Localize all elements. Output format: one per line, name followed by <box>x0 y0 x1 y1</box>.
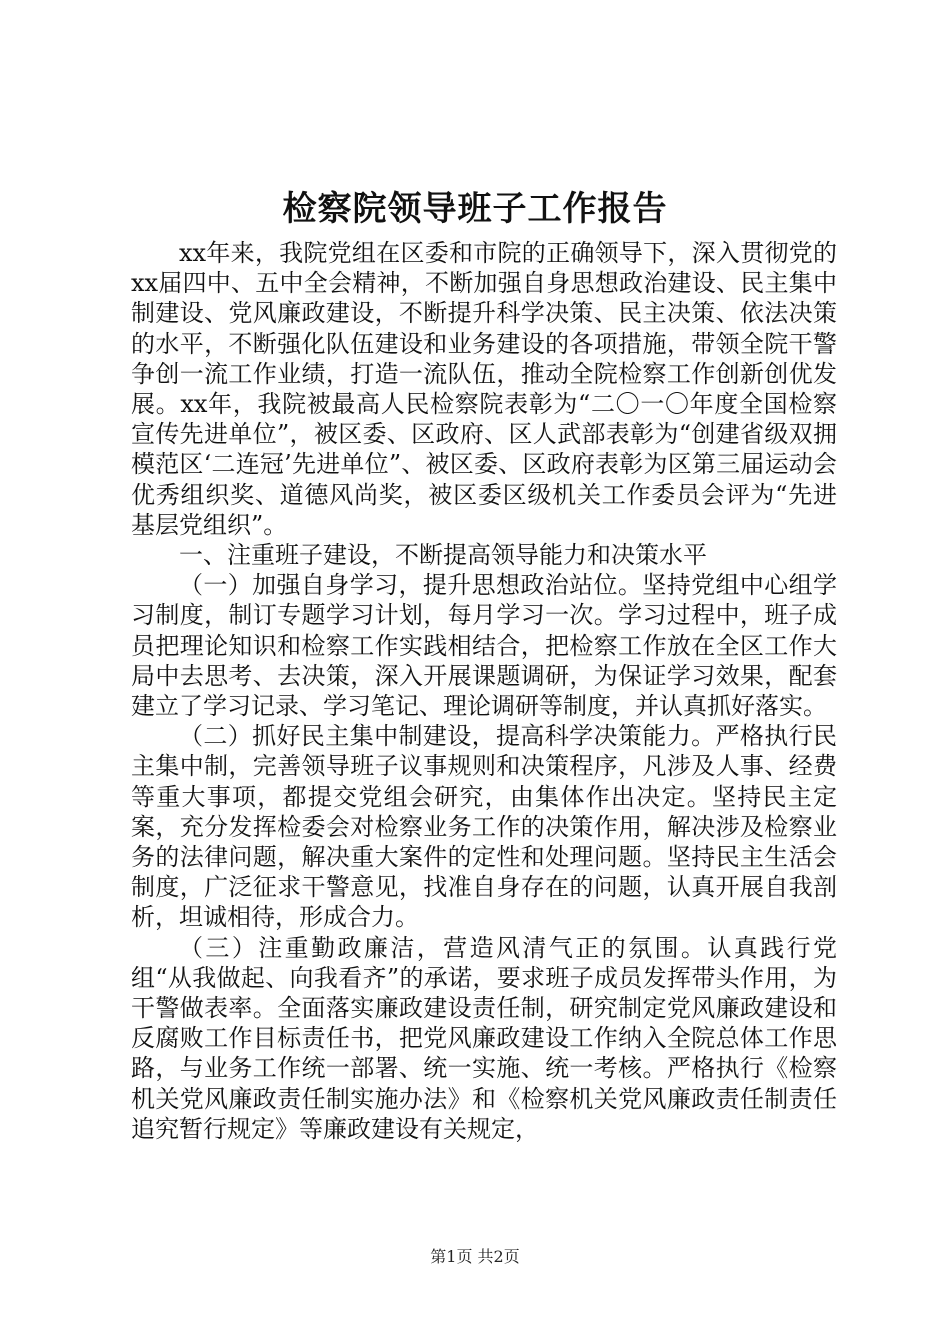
paragraph-intro: xx年来，我院党组在区委和市院的正确领导下，深入贯彻党的xx届四中、五中全会精神，不断加强自身思想政治建设、民主集中制建设、党风廉政建设，不断提升科学决策、民主决策、依法决策的水平，不断强化队伍建设和业务建设的各项措施，带领全院干警争创一流工作业绩，打造一流队伍，推动全院检察工作创新创优发展。xx年，我院被最高人民检察院表彰为“二〇一〇年度全国检察宣传先进单位”，被区委、区政府、区人武部表彰为“创建省级双拥模范区‘二连冠’先进单位”、被区委、区政府表彰为区第三届运动会优秀组织奖、道德风尚奖，被区委区级机关工作委员会评为“先进基层党组织”。 <box>131 239 837 539</box>
page-footer: 第1页 共2页 <box>430 1247 520 1266</box>
document-body <box>131 238 837 1144</box>
paragraph-subsection-2: （二）抓好民主集中制建设，提高科学决策能力。严格执行民主集中制，完善领导班子议事规则和决策程序，凡涉及人事、经费等重大事项，都提交党组会研究，由集体作出决定。坚持民主定案，充分发挥检委会对检察业务工作的决策作用，解决涉及检察业务的法律问题，解决重大案件的定性和处理问题。坚持民主生活会制度，广泛征求干警意见，找准自身存在的问题，认真开展自我剖析，坦诚相待，形成合力。 <box>131 722 837 932</box>
paragraph-subsection-3: （三）注重勤政廉洁，营造风清气正的氛围。认真践行党组“从我做起、向我看齐”的承诺，要求班子成员发挥带头作用，为干警做表率。全面落实廉政建设责任制，研究制定党风廉政建设和反腐败工作目标责任书，把党风廉政建设工作纳入全院总体工作思路，与业务工作统一部署、统一实施、统一考核。严格执行《检察机关党风廉政责任制实施办法》和《检察机关党风廉政责任制责任追究暂行规定》等廉政建设有关规定， <box>131 933 837 1143</box>
section-heading-1: 一、注重班子建设，不断提高领导能力和决策水平 <box>179 541 707 570</box>
document-title: 检察院领导班子工作报告 <box>282 189 668 229</box>
paragraph-subsection-1: （一）加强自身学习，提升思想政治站位。坚持党组中心组学习制度，制订专题学习计划，每月学习一次。学习过程中，班子成员把理论知识和检察工作实践相结合，把检察工作放在全区工作大局中去思考、去决策，深入开展课题调研，为保证学习效果，配套建立了学习记录、学习笔记、理论调研等制度，并认真抓好落实。 <box>131 571 837 721</box>
